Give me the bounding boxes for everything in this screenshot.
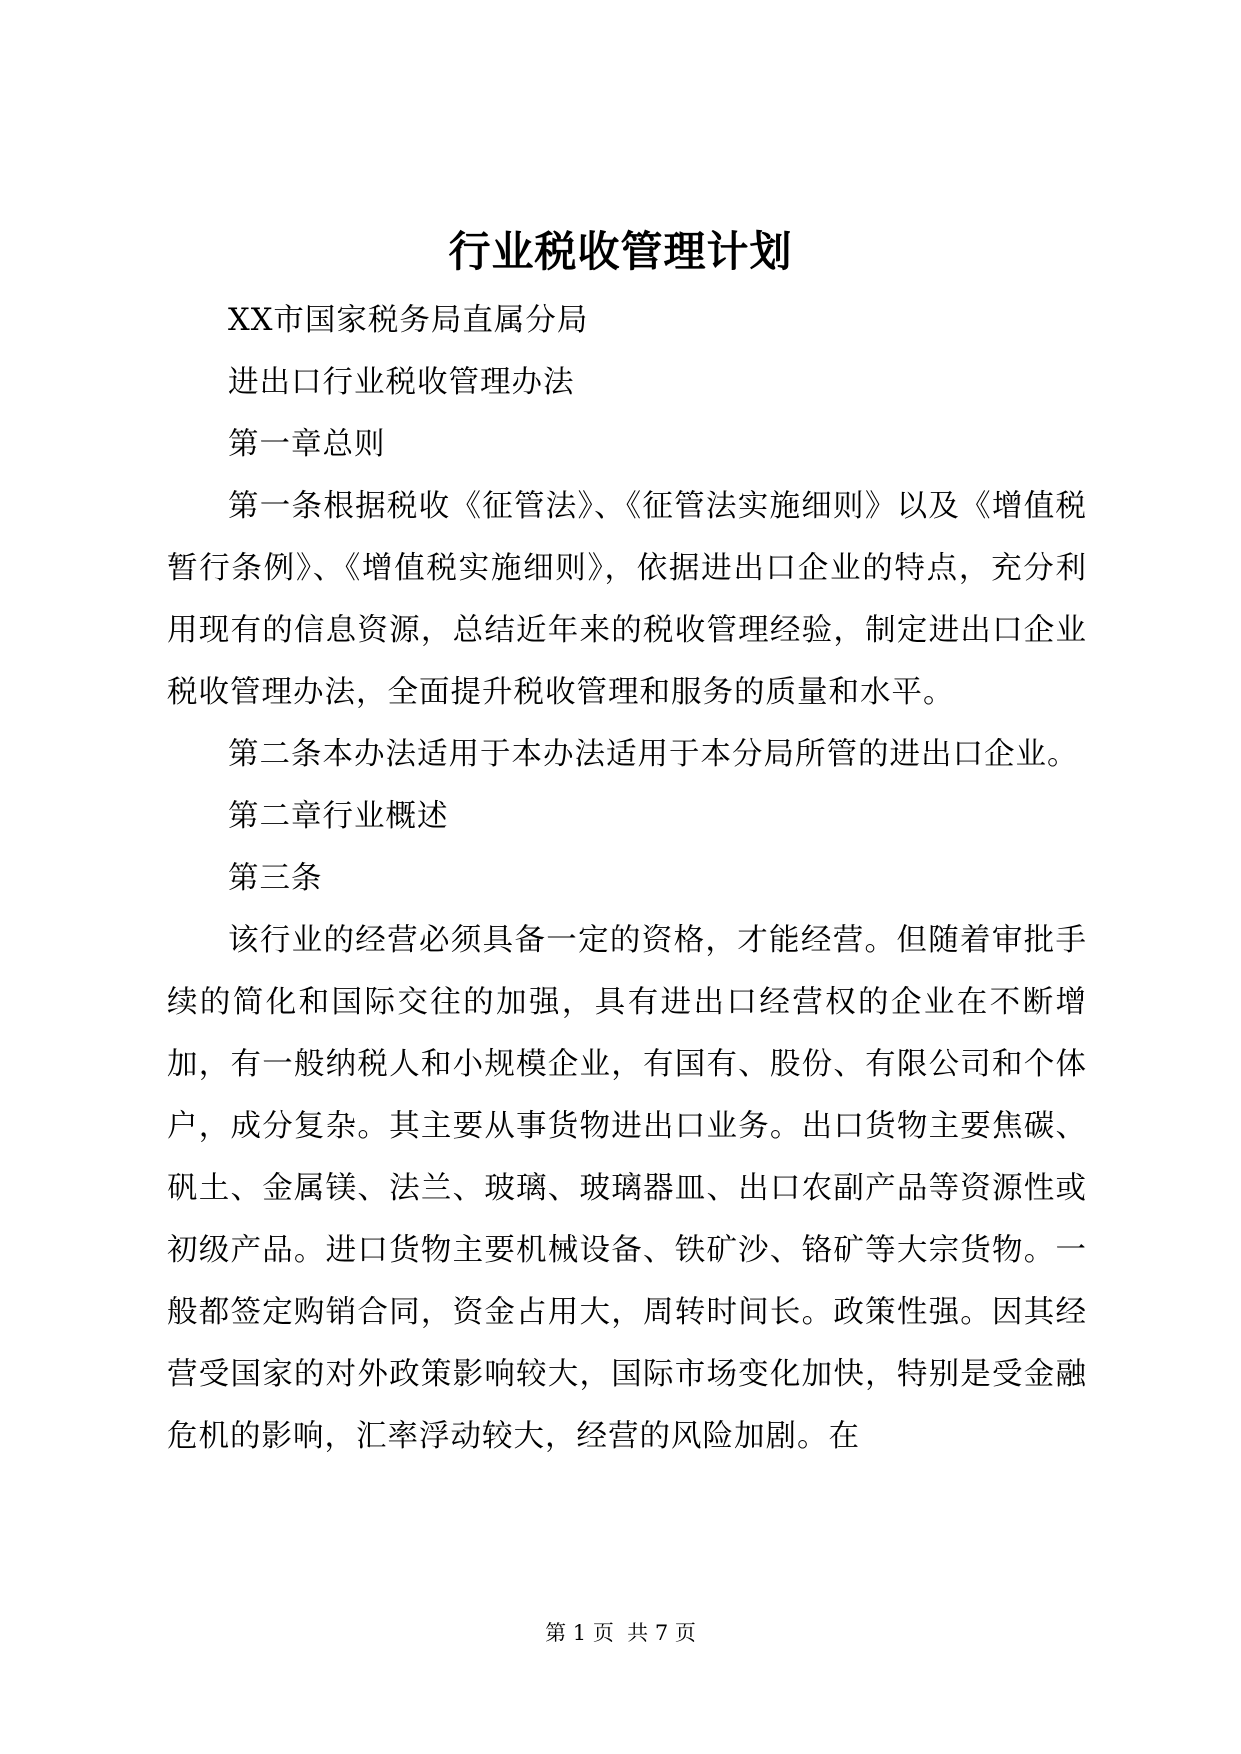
page-number: 第 1 页 共 7 页	[545, 1621, 696, 1645]
paragraph-chapter-one: 第一章总则	[228, 427, 386, 462]
page-footer	[0, 1618, 1241, 1648]
paragraph-industry-overview: 该行业的经营必须具备一定的资格，才能经营。但随着审批手续的简化和国际交往的加强，具有进出口经营权的企业在不断增加，有一般纳税人和小规模企业，有国有、股份、有限公司和个体户，成分复杂。其主要从事货物进出口业务。出口货物主要焦碳、矾土、金属镁、法兰、玻璃、玻璃器皿、出口农副产品等资源性或初级产品。进口货物主要机械设备、铁矿沙、铬矿等大宗货物。一般都签定购销合同，资金占用大，周转时间长。政策性强。因其经营受国家的对外政策影响较大，国际市场变化加快，特别是受金融危机的影响，汇率浮动较大，经营的风险加剧。在	[167, 923, 1087, 1454]
paragraph-article-one: 第一条根据税收《征管法》、《征管法实施细则》以及《增值税暂行条例》、《增值税实施细则》，依据进出口企业的特点，充分利用现有的信息资源，总结近年来的税收管理经验，制定进出口企业税收管理办法，全面提升税收管理和服务的质量和水平。	[167, 489, 1087, 710]
paragraph-article-three: 第三条	[228, 861, 323, 896]
paragraph-chapter-two: 第二章行业概述	[228, 799, 449, 834]
paragraph-article-two: 第二条本办法适用于本办法适用于本分局所管的进出口企业。	[228, 737, 1079, 772]
document-title: 行业税收管理计划	[448, 227, 793, 276]
document-body	[167, 290, 1087, 1468]
paragraph-bureau-name: XX市国家税务局直属分局	[228, 303, 589, 338]
paragraph-measures-title: 进出口行业税收管理办法	[228, 365, 575, 400]
